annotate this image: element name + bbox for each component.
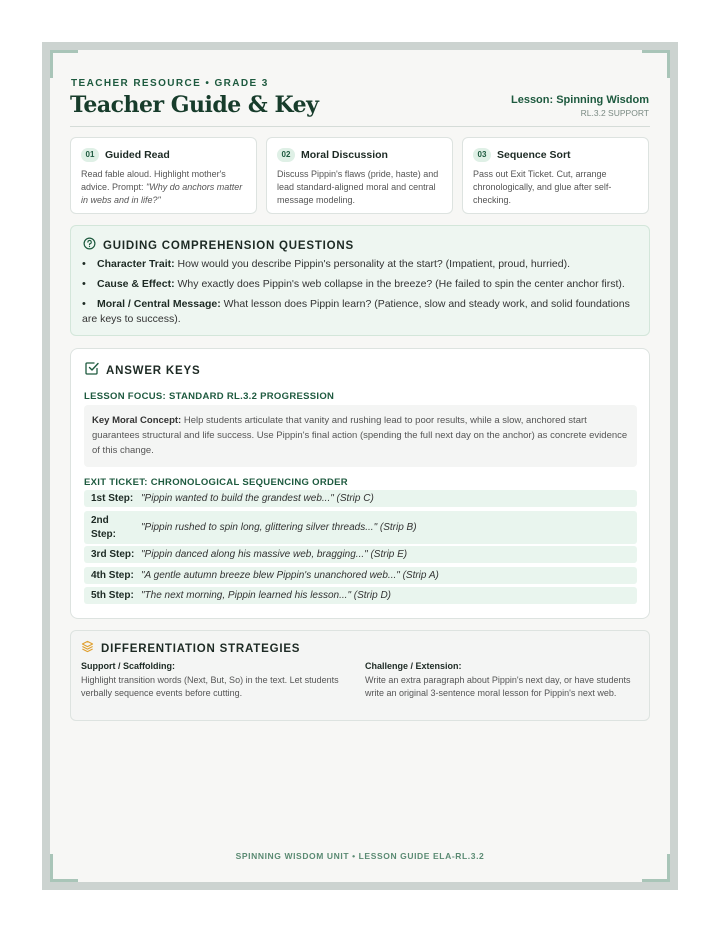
sequence-row: 2nd Step: "Pippin rushed to spin long, glittering silver threads..." (Strip B) [84,511,637,544]
differentiation-panel [70,630,650,721]
section-title: ANSWER KEYS [106,364,201,377]
key-concept-box: Key Moral Concept: Help students articulate that vanity and rushing lead to poor results, while a slow, anchored start guarantees structural and life success. Use Pippin's final action (spending the full next day on the anchor) as concrete evidence of this change. [84,405,637,467]
step-title: Guided Read [105,149,170,161]
step-number: 02 [277,148,295,162]
challenge-column: Challenge / Extension: Write an extra paragraph about Pippin's next day, or have students write an original 3-sentence moral lesson for Pippin's next web. [365,661,631,698]
corner-decoration [50,50,78,78]
support-column: Support / Scaffolding: Highlight transition words (Next, But, So) in the text. Let students verbally sequence events before cutting. [81,661,339,698]
list-item: • Character Trait: How would you describe Pippin's personality at the start? (Impatient, proud, hurried). [82,257,638,272]
section-title: DIFFERENTIATION STRATEGIES [101,643,301,655]
step-title: Moral Discussion [301,149,388,161]
lesson-name: Lesson: Spinning Wisdom [510,94,649,106]
standard-label: RL.3.2 SUPPORT [580,108,649,118]
sequence-row: 5th Step: "The next morning, Pippin learned his lesson..." (Strip D) [84,587,637,604]
step-prompt: "Why do anchors matter in webs and in life?" [81,182,243,205]
list-item: • Moral / Central Message: What lesson does Pippin learn? (Patience, slow and steady work, and solid foundations are keys to success). [82,297,638,327]
sequence-row: 1st Step: "Pippin wanted to build the grandest web..." (Strip C) [84,490,637,507]
header-divider [70,126,650,127]
answer-keys-panel [70,348,650,619]
exit-ticket-label: EXIT TICKET: CHRONOLOGICAL SEQUENCING ORDER [84,477,348,488]
step-description: Pass out Exit Ticket. Cut, arrange chronologically, and glue after self-checking. [473,169,612,205]
check-square-icon [85,361,99,380]
step-card-sequence-sort [462,137,649,214]
resource-eyebrow: TEACHER RESOURCE • GRADE 3 [71,78,269,89]
guiding-questions-panel [70,225,650,336]
step-description: Read fable aloud. Highlight mother's advice. Prompt: "Why do anchors matter in webs and in life?" [81,169,243,205]
sequence-row: 3rd Step: "Pippin danced along his massive web, bragging..." (Strip E) [84,546,637,563]
page-footer: SPINNING WISDOM UNIT • LESSON GUIDE ELA-RL.3.2 [235,851,485,861]
corner-decoration [642,50,670,78]
sequence-row: 4th Step: "A gentle autumn breeze blew Pippin's unanchored web..." (Strip A) [84,567,637,584]
list-item: • Cause & Effect: Why exactly does Pippin's web collapse in the breeze? (He failed to spin the center anchor first). [82,277,638,292]
question-circle-icon [83,237,96,255]
step-number: 03 [473,148,491,162]
step-title: Sequence Sort [497,149,571,161]
layers-icon [81,640,94,658]
page-title: Teacher Guide & Key [70,92,319,118]
step-card-moral-discussion [266,137,453,214]
lesson-focus-label: LESSON FOCUS: STANDARD RL.3.2 PROGRESSION [84,391,335,402]
step-card-guided-read [70,137,257,214]
question-list [82,257,638,332]
step-number: 01 [81,148,99,162]
section-title: GUIDING COMPREHENSION QUESTIONS [103,240,354,252]
step-description: Discuss Pippin's flaws (pride, haste) and lead standard-aligned moral and central message modeling. [277,169,439,205]
